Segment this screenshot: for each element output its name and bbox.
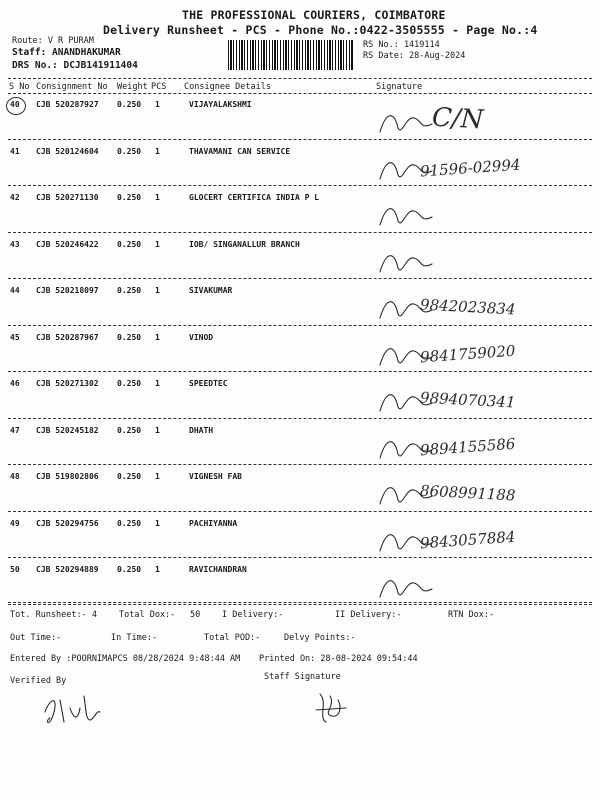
row-pcs: 1 — [155, 518, 160, 528]
row-pcs: 1 — [155, 565, 160, 574]
row-pcs: 1 — [155, 379, 160, 388]
row-consignment-no: CJB 520287927 — [36, 100, 99, 109]
row-handwritten-note: 91596-02994 — [419, 155, 522, 180]
barcode — [228, 40, 353, 70]
row-divider — [8, 278, 592, 279]
col-signature: Signature — [376, 82, 423, 92]
row-pcs: 1 — [155, 146, 160, 156]
row-signature — [376, 521, 436, 557]
row-handwritten-note: 9894155586 — [419, 434, 516, 459]
row-consignment-no: CJB 520271302 — [36, 379, 99, 388]
row-sno: 42 — [10, 193, 20, 202]
row-pcs: 1 — [155, 100, 160, 109]
row-signature — [376, 242, 436, 278]
row-handwritten-note: C/N — [431, 102, 485, 136]
header-divider-top — [8, 78, 592, 79]
row-weight: 0.250 — [117, 193, 142, 202]
row-divider — [8, 139, 592, 140]
row-sno: 40 — [10, 100, 20, 109]
row-weight: 0.250 — [117, 286, 142, 295]
row-weight: 0.250 — [117, 146, 142, 156]
row-consignee: THAVAMANI CAN SERVICE — [189, 146, 291, 156]
row-signature — [376, 381, 436, 417]
delvy-points: Delvy Points:- — [284, 633, 356, 643]
tot-runsheet: Tot. Runsheet:- 4 — [10, 610, 97, 620]
row-signature — [376, 428, 436, 464]
row-divider — [8, 418, 592, 419]
staff-label: Staff: ANANDHAKUMAR — [12, 47, 121, 58]
row-handwritten-note: 9843057884 — [419, 527, 516, 552]
row-divider — [8, 371, 592, 372]
row-sno: 47 — [10, 425, 20, 435]
row-weight: 0.250 — [117, 565, 142, 574]
route-label: Route: V R PURAM — [12, 36, 94, 46]
row-pcs: 1 — [155, 239, 160, 249]
row-handwritten-note: 9841759020 — [419, 341, 516, 366]
total-dox-label: Total Dox:- — [119, 610, 176, 620]
verified-by: Verified By — [10, 676, 67, 686]
footer-divider — [8, 602, 592, 603]
row-consignee: GLOCERT CERTIFICA INDIA P L — [189, 193, 320, 202]
row-divider — [8, 325, 592, 326]
row-consignment-no: CJB 520294889 — [36, 565, 99, 574]
ii-delivery: II Delivery:- — [335, 610, 402, 620]
row-divider — [8, 557, 592, 558]
row-weight: 0.250 — [117, 239, 142, 249]
row-pcs: 1 — [155, 332, 160, 342]
out-time: Out Time:- — [10, 633, 62, 643]
row-weight: 0.250 — [117, 379, 142, 388]
row-divider — [8, 232, 592, 233]
rs-date: RS Date: 28-Aug-2024 — [363, 51, 466, 61]
row-consignment-no: CJB 520287967 — [36, 332, 99, 342]
row-sno: 44 — [10, 286, 20, 295]
rtn-dox: RTN Dox:- — [448, 610, 495, 620]
row-consignment-no: CJB 520218097 — [36, 286, 99, 295]
staff-signature — [310, 688, 360, 728]
row-consignee: DHATH — [189, 425, 214, 435]
row-signature — [376, 195, 436, 231]
row-divider — [8, 511, 592, 512]
row-handwritten-note: 9894070341 — [419, 388, 516, 412]
row-sno: 43 — [10, 239, 20, 249]
total-pod: Total POD:- — [204, 633, 261, 643]
col-pcs: PCS — [151, 82, 167, 92]
row-pcs: 1 — [155, 193, 160, 202]
verifier-signature — [40, 690, 110, 730]
row-weight: 0.250 — [117, 425, 142, 435]
row-consignee: VIJAYALAKSHMI — [189, 100, 252, 109]
row-handwritten-note: 8608991188 — [419, 481, 516, 505]
row-consignee: VIGNESH FAB — [189, 472, 242, 481]
row-consignee: SIVAKUMAR — [189, 286, 233, 295]
row-pcs: 1 — [155, 286, 160, 295]
row-consignee: SPEEDTEC — [189, 379, 228, 388]
row-handwritten-note: 9842023834 — [419, 295, 516, 319]
row-signature — [376, 102, 436, 138]
row-consignee: VINOD — [189, 332, 214, 342]
total-dox-value: 50 — [190, 610, 201, 620]
row-weight: 0.250 — [117, 100, 142, 109]
row-sno: 50 — [10, 565, 20, 574]
row-weight: 0.250 — [117, 332, 142, 342]
row-sno: 45 — [10, 332, 20, 342]
row-sno: 46 — [10, 379, 20, 388]
row-signature — [376, 335, 436, 371]
col-consignment: Consignment No — [36, 82, 108, 92]
sno-circle-mark — [6, 97, 26, 115]
row-sno: 49 — [10, 518, 20, 528]
row-pcs: 1 — [155, 425, 160, 435]
company-name: THE PROFESSIONAL COURIERS, COIMBATORE — [182, 8, 446, 22]
in-time: In Time:- — [111, 633, 158, 643]
row-consignment-no: CJB 520246422 — [36, 239, 99, 249]
row-sno: 41 — [10, 146, 20, 156]
row-sno: 48 — [10, 472, 20, 481]
row-weight: 0.250 — [117, 518, 142, 528]
col-sno: S No — [9, 82, 30, 92]
row-signature — [376, 474, 436, 510]
row-consignment-no: CJB 520271130 — [36, 193, 99, 202]
row-consignee: IOB/ SINGANALLUR BRANCH — [189, 239, 300, 249]
runsheet-title: Delivery Runsheet - PCS - Phone No.:0422-3505555 - Page No.:4 — [103, 23, 538, 37]
row-weight: 0.250 — [117, 472, 142, 481]
col-consignee: Consignee Details — [184, 82, 271, 92]
header-divider-bottom — [8, 93, 592, 94]
printed-on: Printed On: 28-08-2024 09:54:44 — [259, 654, 418, 664]
row-consignment-no: CJB 519802806 — [36, 472, 99, 481]
i-delivery: I Delivery:- — [222, 610, 284, 620]
row-divider — [8, 604, 592, 605]
row-consignee: RAVICHANDRAN — [189, 565, 247, 574]
row-pcs: 1 — [155, 472, 160, 481]
row-signature — [376, 149, 436, 185]
row-consignee: PACHIYANNA — [189, 518, 238, 528]
row-consignment-no: CJB 520294756 — [36, 518, 99, 528]
staff-signature-label: Staff Signature — [264, 672, 341, 682]
row-divider — [8, 464, 592, 465]
row-signature — [376, 567, 436, 603]
row-divider — [8, 185, 592, 186]
col-weight: Weight — [117, 82, 148, 92]
row-signature — [376, 288, 436, 324]
row-consignment-no: CJB 520124604 — [36, 146, 99, 156]
row-consignment-no: CJB 520245182 — [36, 425, 99, 435]
rs-number: RS No.: 1419114 — [363, 40, 440, 50]
drs-number: DRS No.: DCJB141911404 — [12, 60, 138, 71]
entered-by: Entered By :POORNIMAPCS 08/28/2024 9:48:44 AM — [10, 654, 241, 664]
